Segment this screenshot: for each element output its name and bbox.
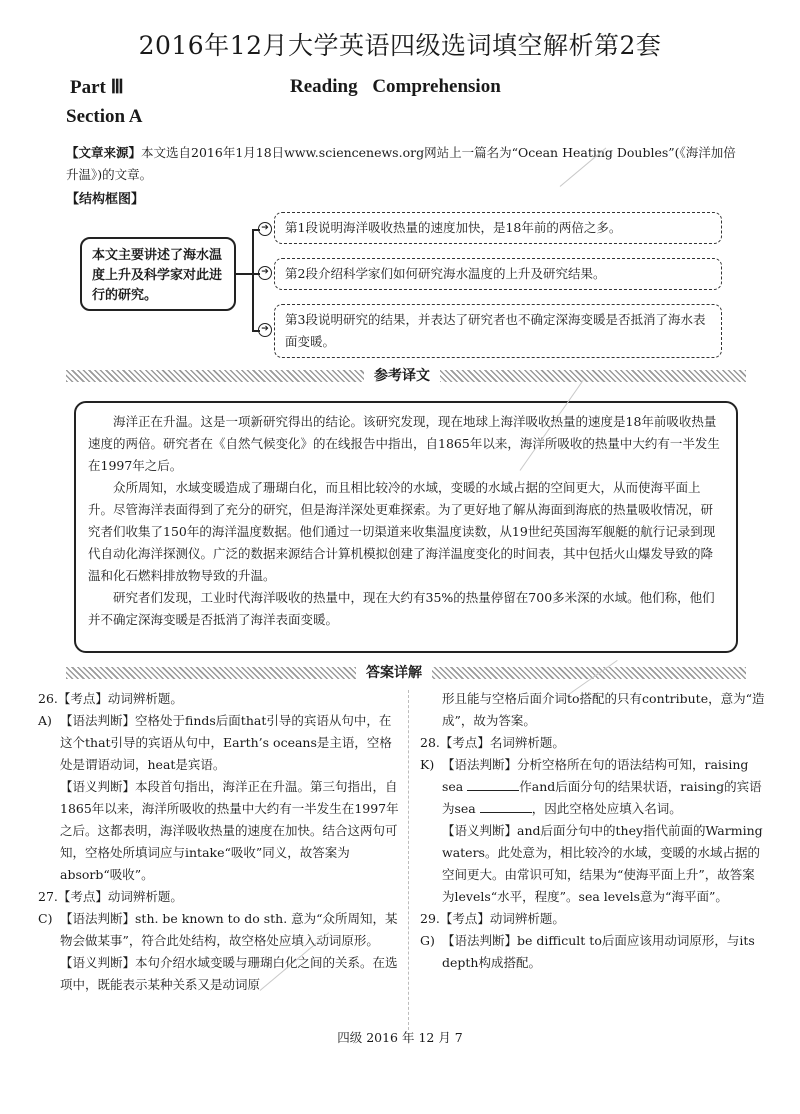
grammar-analysis: G) 【语法判断】be difficult to后面应该用动词原形，与its depth构成搭配。: [420, 930, 766, 974]
answer-blank: [480, 801, 532, 813]
section-label: Section A: [66, 106, 143, 127]
answers-heading: 答案详解: [356, 664, 432, 682]
question-heading: 26.【考点】动词辨析题。: [38, 691, 183, 706]
question-heading: 29.【考点】动词辨析题。: [420, 911, 565, 926]
semantic-analysis: 【语义判断】and后面分句中的they指代前面的Warming waters。此处意为，相比较冷的水域，变暖的水域占据的空间更大。由常识可知，结果为“使海平面上升”，故答案为levels“水平，程度”。sea levels意为“海平面”。: [442, 823, 763, 904]
question-heading: 28.【考点】名词辨析题。: [420, 735, 565, 750]
arrow-right-icon: ➔: [258, 266, 272, 280]
structure-point-1: 第1段说明海洋吸收热量的速度加快，是18年前的两倍之多。: [274, 212, 722, 244]
article-source: [66, 142, 746, 186]
semantic-analysis: 【语义判断】本段首句指出，海洋正在升温。第三句指出，自1865年以来，海洋所吸收的热量中大约有一半发生在1997年之后。这都表明，海洋吸收热量的速度在加快。结合这两句可知，空格处所填词应与intake“吸收”同义，故答案为absorb“吸收”。: [60, 779, 399, 882]
structure-main-box: 本文主要讲述了海水温度上升及科学家对此进行的研究。: [80, 237, 236, 311]
semantic-analysis: 【语义判断】本句介绍水域变暖与珊瑚白化之间的关系。在选项中，既能表示某种关系又是动词原: [60, 955, 398, 992]
page-title: 2016年12月大学英语四级选词填空解析第2套: [138, 31, 662, 60]
part-title: Reading Comprehension: [290, 76, 501, 97]
answer-letter: A): [38, 713, 52, 728]
page-footer: 四级 2016 年 12 月 7: [337, 1030, 463, 1045]
answer-letter: K): [420, 757, 435, 772]
source-tag: 【文章来源】: [66, 145, 142, 160]
answer-blank: [467, 779, 519, 791]
translation-paragraph: 研究者们发现，工业时代海洋吸收的热量中，现在大约有35%的热量停留在700多米深的水域。他们称，他们并不确定深海变暖是否抵消了海洋表面变暖。: [88, 590, 715, 627]
structure-label: 【结构框图】: [66, 192, 145, 207]
question-heading: 27.【考点】动词辨析题。: [38, 889, 183, 904]
part-label: Part Ⅲ: [70, 77, 124, 98]
column-divider: [408, 690, 409, 1030]
answer-letter: C): [38, 911, 53, 926]
grammar-analysis: K) 【语法判断】分析空格所在句的语法结构可知，raising sea 作and后面分句的结果状语，raising的宾语为sea ，因此空格处应填入名词。: [420, 754, 766, 820]
arrow-right-icon: ➔: [258, 323, 272, 337]
translation-heading: 参考译文: [364, 367, 440, 385]
translation-box: [74, 401, 738, 653]
translation-paragraph: 众所周知，水域变暖造成了珊瑚白化，而且相比较冷的水域，变暖的水域占据的空间更大，从而使海平面上升。尽管海洋表面得到了充分的研究，但是海洋深处更难探索。为了更好地了解从海面到海底的热量吸收情况，研究者们收集了150年的海洋温度数据。他们通过一切渠道来收集温度读数，从19世纪英国海军舰艇的航行记录到现代自动化海洋探测仪。广泛的数据来源结合计算机模拟创建了海洋温度变化的时间表，其中包括火山爆发导致的降温和化石燃料排放物导致的升温。: [88, 480, 716, 583]
grammar-analysis: A) 【语法判断】空格处于finds后面that引导的宾语从句中，在这个that引导的宾语从句中，Earth’s oceans是主语，空格处是谓语动词，heat是宾语。: [38, 710, 400, 776]
structure-point-2: 第2段介绍科学家们如何研究海水温度的上升及研究结果。: [274, 258, 722, 290]
arrow-right-icon: ➔: [258, 222, 272, 236]
connector-line: [252, 229, 254, 330]
answer-letter: G): [420, 933, 435, 948]
translation-paragraph: 海洋正在升温。这是一项新研究得出的结论。该研究发现，现在地球上海洋吸收热量的速度是18年前吸收热量速度的两倍。研究者在《自然气候变化》的在线报告中指出，自1865年以来，海洋所吸收的热量中大约有一半发生在1997年之后。: [88, 414, 720, 473]
connector-line: [236, 273, 252, 275]
answers-right-column: [420, 688, 766, 974]
answers-left-column: [38, 688, 400, 996]
structure-point-3: 第3段说明研究的结果，并表达了研究者也不确定深海变暖是否抵消了海水表面变暖。: [274, 304, 722, 358]
semantic-analysis-cont: 形且能与空格后面介词to搭配的只有contribute，意为“造成”，故为答案。: [442, 691, 765, 728]
grammar-analysis: C) 【语法判断】sth. be known to do sth. 意为“众所周知，某物会做某事”，符合此处结构，故空格处应填入动词原形。: [38, 908, 400, 952]
source-text: 本文选自2016年1月18日www.sciencenews.org网站上一篇名为“Ocean Heating Doubles”(《海洋加倍升温》)的文章。: [66, 145, 736, 182]
